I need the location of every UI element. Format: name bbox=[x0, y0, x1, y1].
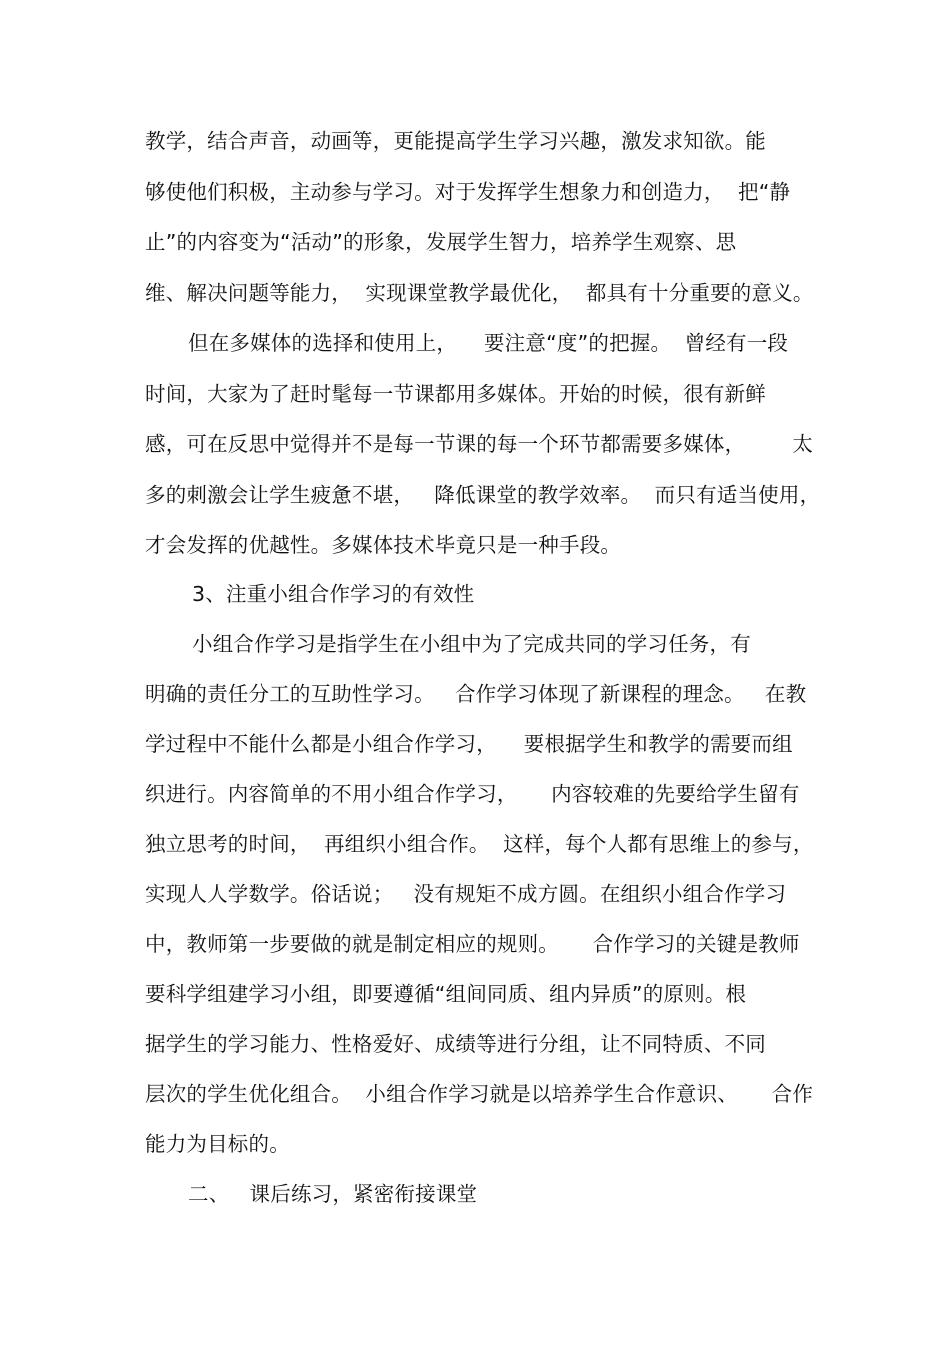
text-line: 感，可在反思中觉得并不是每一节课的每一个环节都需要多媒体， 太 bbox=[145, 432, 814, 456]
section-heading: 二、 课后练习，紧密衔接课堂 bbox=[188, 1182, 478, 1206]
text-line: 能力为目标的。 bbox=[145, 1132, 290, 1156]
text-line: 学过程中不能什么都是小组合作学习， 要根据学生和教学的需要而组 bbox=[145, 732, 793, 756]
text-line: 时间，大家为了赶时髦每一节课都用多媒体。开始的时候，很有新鲜 bbox=[145, 382, 766, 406]
text-line: 据学生的学习能力、性格爱好、成绩等进行分组，让不同特质、不同 bbox=[145, 1032, 766, 1056]
text-line: 但在多媒体的选择和使用上， 要注意“度”的把握。 曾经有一段 bbox=[188, 331, 789, 355]
text-line: 才会发挥的优越性。多媒体技术毕竟只是一种手段。 bbox=[145, 533, 622, 557]
text-line: 实现人人学数学。俗话说； 没有规矩不成方圆。在组织小组合作学习 bbox=[145, 882, 787, 906]
text-line: 明确的责任分工的互助性学习。 合作学习体现了新课程的理念。 在教 bbox=[145, 682, 807, 706]
text-line: 要科学组建学习小组，即要遵循“组间同质、组内异质”的原则。根 bbox=[145, 982, 747, 1006]
text-line: 层次的学生优化组合。 小组合作学习就是以培养学生合作意识、 合作 bbox=[145, 1082, 814, 1106]
text-line: 中，教师第一步要做的就是制定相应的规则。 合作学习的关键是教师 bbox=[145, 932, 800, 956]
text-line: 够使他们积极，主动参与学习。对于发挥学生想象力和创造力， 把“静 bbox=[145, 180, 791, 204]
text-line: 维、解决问题等能力， 实现课堂教学最优化， 都具有十分重要的意义。 bbox=[145, 281, 814, 305]
text-line: 小组合作学习是指学生在小组中为了完成共同的学习任务，有 bbox=[192, 632, 751, 656]
section-heading: 3、注重小组合作学习的有效性 bbox=[192, 582, 475, 606]
text-line: 教学，结合声音，动画等，更能提高学生学习兴趣，激发求知欲。能 bbox=[145, 129, 766, 153]
text-line: 独立思考的时间， 再组织小组合作。 这样，每个人都有思维上的参与， bbox=[145, 832, 814, 856]
text-line: 止”的内容变为“活动”的形象，发展学生智力，培养学生观察、思 bbox=[145, 230, 737, 254]
text-line: 多的刺激会让学生疲惫不堪， 降低课堂的教学效率。 而只有适当使用， bbox=[145, 483, 821, 507]
text-line: 织进行。内容简单的不用小组合作学习， 内容较难的先要给学生留有 bbox=[145, 782, 800, 806]
